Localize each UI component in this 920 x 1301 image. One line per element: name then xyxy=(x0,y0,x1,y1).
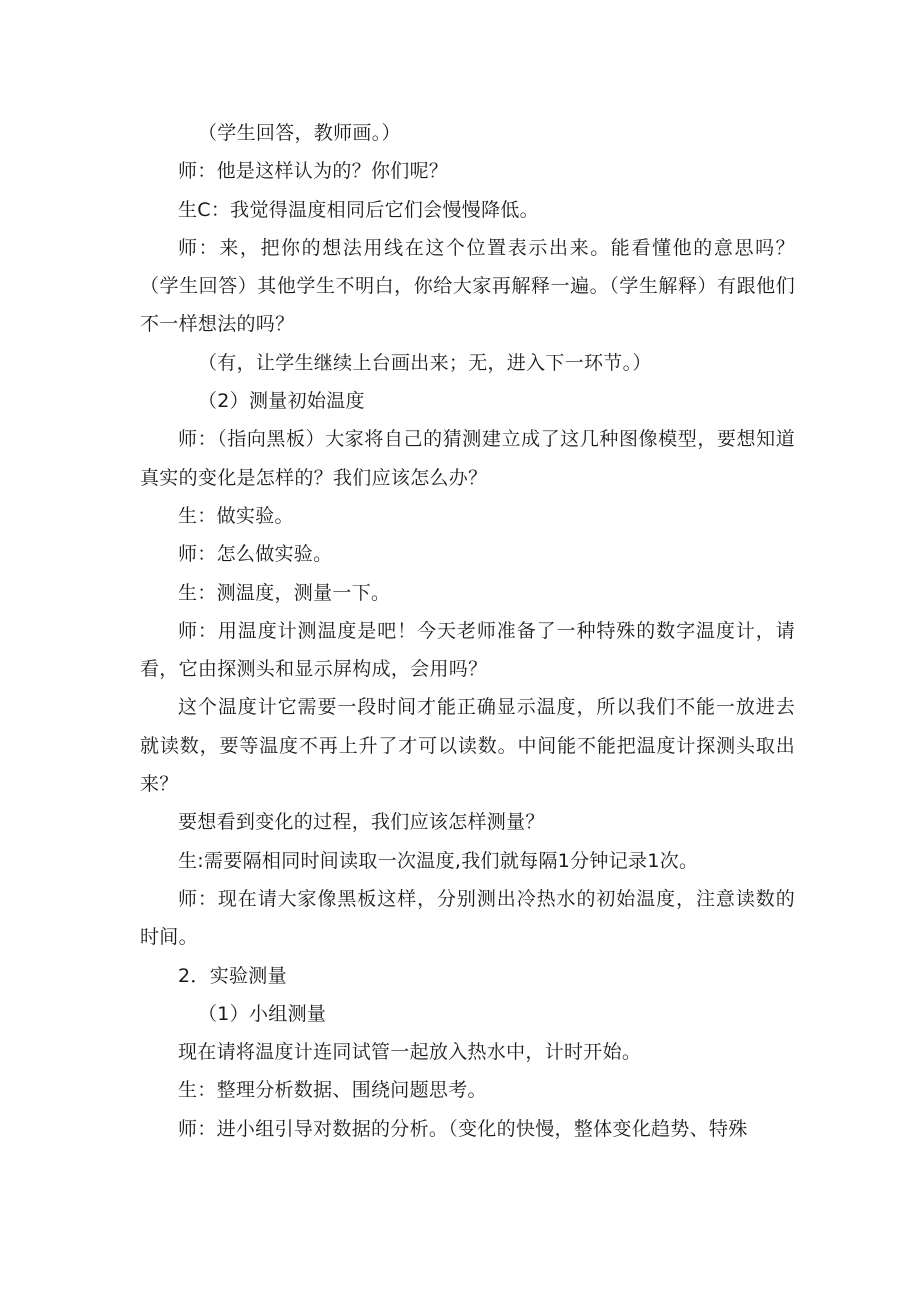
section-heading-experiment: 2．实验测量 xyxy=(178,964,287,987)
paragraph-10: 生：测温度，测量一下。 xyxy=(178,581,391,604)
paragraph-18: 现在请将温度计连同试管一起放入热水中，计时开始。 xyxy=(178,1041,642,1064)
paragraph-19: 生：整理分析数据、围绕问题思考。 xyxy=(178,1079,487,1102)
document-body xyxy=(140,114,795,1148)
paragraph-14: 生:需要隔相同时间读取一次温度,我们就每隔1分钟记录1次。 xyxy=(178,849,699,872)
paragraph-12: 这个温度计它需要一段时间才能正确显示温度，所以我们不能一放进去就读数，要等温度不再上升了才可以读数。中间能不能把温度计探测头取出来？ xyxy=(140,696,795,796)
paragraph-4: 师：来，把你的想法用线在这个位置表示出来。能看懂他的意思吗？（学生回答）其他学生不明白，你给大家再解释一遍。（学生解释）有跟他们不一样想法的吗？ xyxy=(140,236,795,336)
paragraph-1: （学生回答，教师画。） xyxy=(198,122,401,144)
paragraph-8: 生：做实验。 xyxy=(178,504,294,527)
paragraph-7: 师：（指向黑板）大家将自己的猜测建立成了这几种图像模型，要想知道真实的变化是怎样的？我们应该怎么办？ xyxy=(140,428,795,489)
paragraph-5: （有，让学生继续上台画出来；无，进入下一环节。） xyxy=(198,351,652,374)
paragraph-13: 要想看到变化的过程，我们应该怎样测量？ xyxy=(178,811,545,834)
subsection-heading-group: （1）小组测量 xyxy=(198,1002,327,1025)
paragraph-9: 师：怎么做实验。 xyxy=(178,543,333,566)
paragraph-2: 师：他是这样认为的？你们呢？ xyxy=(178,160,449,183)
paragraph-15: 师：现在请大家像黑板这样，分别测出冷热水的初始温度，注意读数的时间。 xyxy=(140,887,795,949)
paragraph-11: 师：用温度计测温度是吧！今天老师准备了一种特殊的数字温度计，请看，它由探测头和显示屏构成，会用吗？ xyxy=(140,619,795,681)
section-heading-2: （2）测量初始温度 xyxy=(198,390,365,413)
paragraph-20: 师：进小组引导对数据的分析。（变化的快慢，整体变化趋势、特殊 xyxy=(178,1117,748,1140)
paragraph-3: 生C：我觉得温度相同后它们会慢慢降低。 xyxy=(178,198,539,221)
